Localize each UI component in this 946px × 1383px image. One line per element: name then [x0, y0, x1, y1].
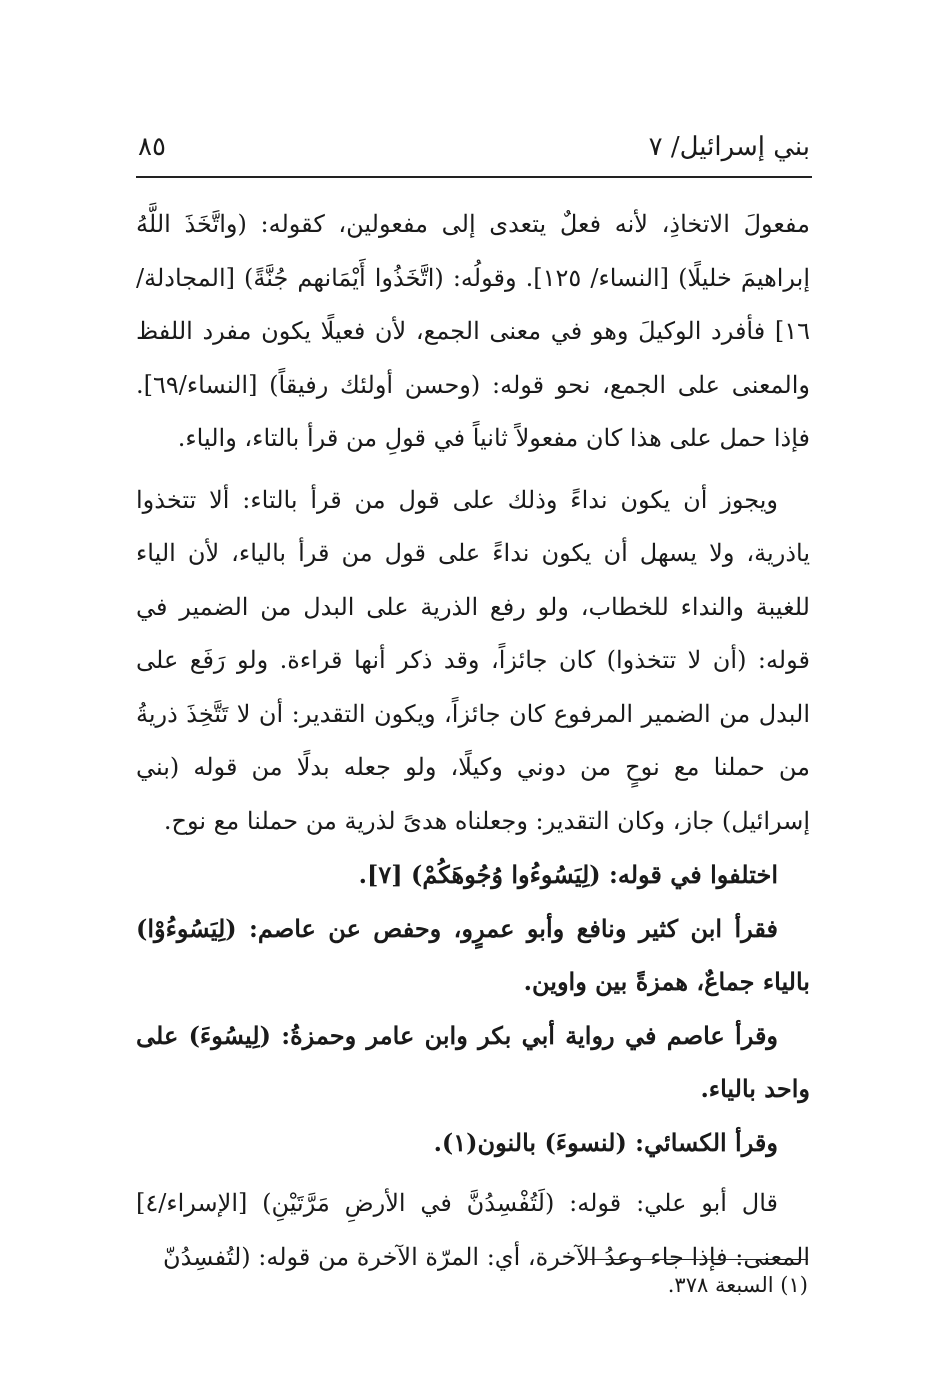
footnote-rule: [586, 1259, 808, 1260]
page-number: ٨٥: [138, 132, 166, 162]
header-rule: [136, 176, 812, 178]
paragraph-5: وقرأ عاصم في رواية أبي بكر وابن عامر وحمزةُ: (لِيسُوءَ) على واحد بالياء.: [136, 1020, 810, 1103]
paragraph-4: فقرأ ابن كثير ونافع وأبو عمرٍو، وحفص عن عاصم: (لِيَسُوءُوْا) بالياء جماعٌ، همزةً بين واوين.: [136, 913, 810, 996]
paragraph-3: اختلفوا في قوله: (لِيَسُوءُوا وُجُوهَكُمْ) [٧].: [358, 860, 778, 889]
paragraph-2: ويجوز أن يكون نداءً وذلك على قول من قرأ بالتاء: ألا تتخذوا ياذرية، ولا يسهل أن يكون نداءً على قول من قرأ بالياء، لأن الياء للغيبة والنداء للخطاب، ولو رفع الذرية على البدل من الضمير في قوله: (أن لا تتخذوا) كان جائزاً، وقد ذكر أنها قراءة. ولو رَفَع على البدل من الضمير المرفوع كان جائزاً، ويكون التقدير: أن لا تَتَّخِذَ ذريةُ من حملنا مع نوحٍ من دوني وكيلًا، ولو جعله بدلًا من قوله (بني إسرائيل) جاز، وكان التقدير: وجعلناه هدىً لذرية من حملنا مع نوح.: [136, 485, 810, 835]
running-title: بني إسرائيل/ ٧: [648, 132, 810, 162]
main-text: [136, 198, 810, 1284]
paragraph-1: مفعولَ الاتخاذِ، لأنه فعلٌ يتعدى إلى مفعولين، كقوله: (واتَّخَذَ اللَّهُ إبراهيمَ خليلًا) [النساء/ ١٢٥]. وقولُه: (اتَّخَذُوا أَيْمَانهم جُنَّةً) [المجادلة/١٦] فأفرد الوكيلَ وهو في معنى الجمع، لأن فعيلًا يكون مفرد اللفظ والمعنى على الجمع، نحو قوله: (وحسن أولئك رفيقاً) [النساء/٦٩]. فإذا حمل على هذا كان مفعولاً ثانياً في قولِ من قرأ بالتاء، والياء.: [136, 210, 810, 452]
running-header: [138, 132, 810, 172]
paragraph-6: وقرأ الكسائي: (لنسوءَ) بالنون(١).: [433, 1127, 778, 1157]
paragraph-7: قال أبو علي: قوله: (لَتُفْسِدُنَّ في الأرضِ مَرَّتَيْنِ) [الإسراء/٤] المعنى: فإذا جاء وعدُ الآخرة، أي: المرّة الآخرة من قوله: (لتُفسِدُنّ: [136, 1189, 810, 1271]
footnote: (١) السبعة ٣٧٨.: [667, 1273, 808, 1297]
